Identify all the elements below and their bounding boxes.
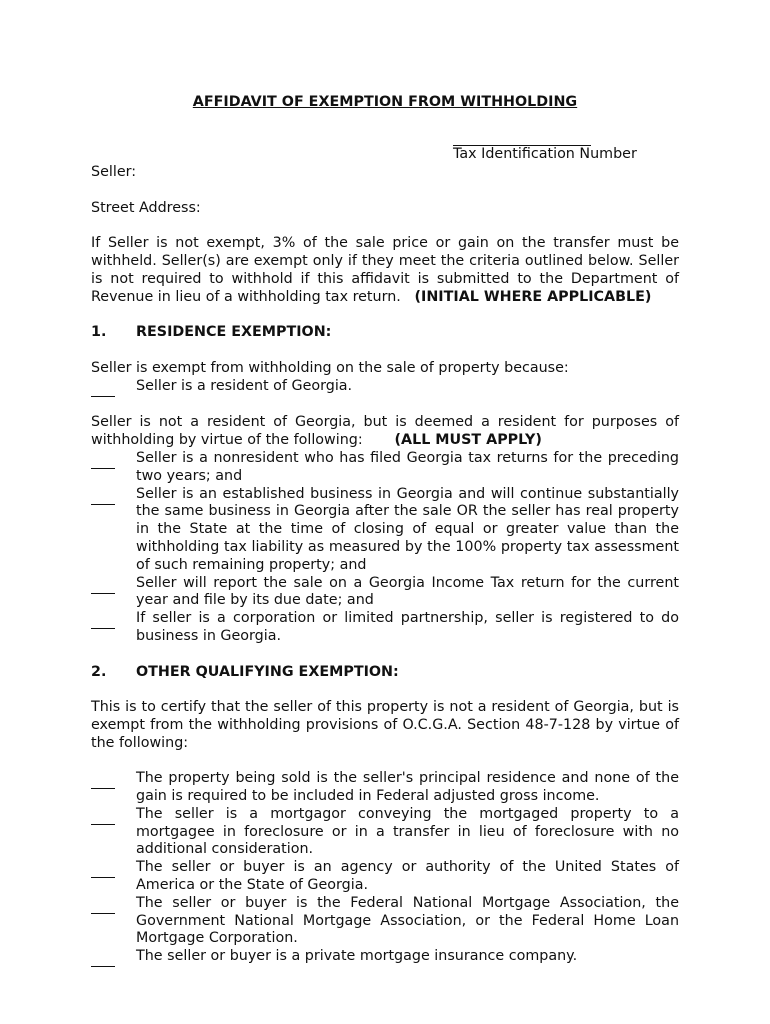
item-text: The seller or buyer is a private mortgage insurance company. <box>136 948 578 965</box>
item-text: Seller is a nonresident who has filed Georgia tax returns for the preceding two years; and <box>136 449 679 484</box>
tax-id-blank-line <box>453 128 591 146</box>
deemed-text: Seller is not a resident of Georgia, but is deemed a resident for purposes of withholding by virtue of the following: <box>91 414 679 449</box>
section-1-heading <box>91 324 679 342</box>
initial-blank[interactable] <box>91 611 115 629</box>
initial-blank[interactable] <box>91 860 115 878</box>
section-1-lead: Seller is exempt from withholding on the sale of property because: <box>91 359 569 376</box>
intro-bold-note: (INITIAL WHERE APPLICABLE) <box>414 288 652 305</box>
initial-blank[interactable] <box>91 379 115 397</box>
item-text: Seller is a resident of Georgia. <box>136 377 353 394</box>
section-1-title: RESIDENCE EXEMPTION: <box>136 324 332 341</box>
item-text: The seller or buyer is the Federal National Mortgage Association, the Government National Mortgage Association, or the Federal Home Loan Mortgage Corporation. <box>136 894 679 947</box>
item-text: Seller is an established business in Georgia and will continue substantially the same business in Georgia after the sale OR the seller has real property in the State at the time of closing of equal or greater value than the withholding tax liability as measured by the 100% property tax assessment of such remaining property; and <box>136 485 679 573</box>
initial-item <box>91 770 679 806</box>
intro-paragraph <box>91 235 679 306</box>
section-2-title: OTHER QUALIFYING EXEMPTION: <box>136 663 399 680</box>
initial-item-resident <box>91 378 679 397</box>
initial-item <box>91 450 679 486</box>
intro-text: If Seller is not exempt, 3% of the sale price or gain on the transfer must be withheld. Seller(s) are exempt only if they meet the criteria outlined below. Seller is not required to withhold if this affidavit is submitted to the Department of Revenue in lieu of a withholding tax return. <box>91 235 679 305</box>
initial-blank[interactable] <box>91 487 115 505</box>
section-2-heading <box>91 664 679 682</box>
deemed-bold-note: (ALL MUST APPLY) <box>394 432 542 449</box>
initial-item <box>91 859 679 895</box>
seller-label: Seller: <box>91 164 137 180</box>
item-text: The seller or buyer is an agency or authority of the United States of America or the State of Georgia. <box>136 859 679 894</box>
initial-blank[interactable] <box>91 576 115 594</box>
tax-id-block <box>453 128 683 164</box>
document-body <box>91 164 679 967</box>
initial-blank[interactable] <box>91 771 115 789</box>
initial-item <box>91 948 679 967</box>
deemed-resident-paragraph <box>91 414 679 450</box>
tax-id-label: Tax Identification Number <box>453 146 637 162</box>
section-2-lead: This is to certify that the seller of this property is not a resident of Georgia, but is exempt from the withholding provisions of O.C.G.A. Section 48-7-128 by virtue of the following: <box>91 699 679 751</box>
initial-blank[interactable] <box>91 896 115 914</box>
initial-item <box>91 610 679 646</box>
initial-blank[interactable] <box>91 807 115 825</box>
section-2-number: 2. <box>91 663 107 680</box>
item-text: If seller is a corporation or limited partnership, seller is registered to do business in Georgia. <box>136 610 679 644</box>
document-title: AFFIDAVIT OF EXEMPTION FROM WITHHOLDING <box>192 94 578 110</box>
initial-item <box>91 895 679 948</box>
item-text: The seller is a mortgagor conveying the mortgaged property to a mortgagee in foreclosure or in a transfer in lieu of foreclosure with no additional consideration. <box>136 805 679 858</box>
initial-item <box>91 486 679 575</box>
item-text: The property being sold is the seller's principal residence and none of the gain is required to be included in Federal adjusted gross income. <box>136 770 679 805</box>
initial-item <box>91 806 679 859</box>
item-text: Seller will report the sale on a Georgia Income Tax return for the current year and file by its due date; and <box>136 574 679 609</box>
initial-blank[interactable] <box>91 451 115 469</box>
street-address-label: Street Address: <box>91 199 201 216</box>
section-1-number: 1. <box>91 324 107 341</box>
initial-blank[interactable] <box>91 949 115 967</box>
initial-item <box>91 575 679 611</box>
